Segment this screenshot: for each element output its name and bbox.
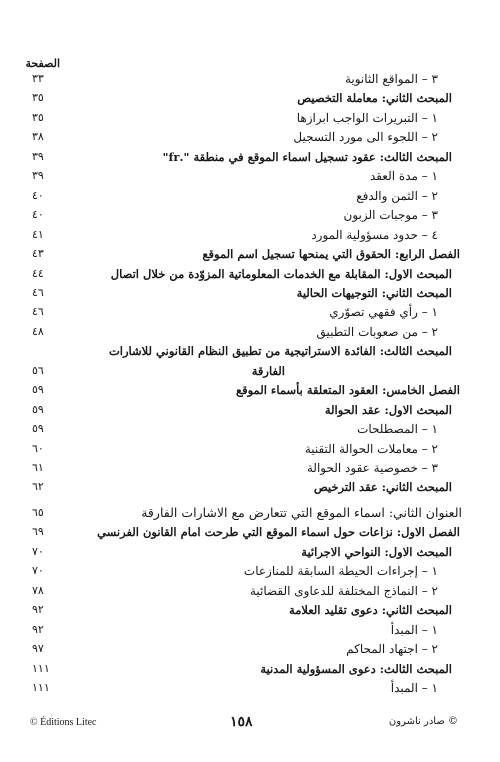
toc-entry (32, 89, 460, 107)
toc-page-number: ٥٩ (32, 383, 44, 397)
toc-entry (32, 543, 460, 561)
toc-entry-title: ٢ – الثمن والدفع (356, 188, 438, 203)
toc-entry-title: المبحث الاول: النواحي الاجرائية (301, 544, 452, 559)
toc-entry-title: ٣ – موجبات الزبون (343, 208, 438, 223)
toc-entry-title: ٢ – معاملات الحوالة التقنية (304, 441, 438, 456)
toc-entry (32, 504, 460, 522)
toc-page-number: ٩٢ (32, 622, 44, 636)
toc-entry-title: المبحث الثالث: دعوى المسؤولية المدنية (260, 661, 452, 676)
toc-entry (32, 167, 460, 185)
toc-page-number: ٣٨ (32, 130, 44, 144)
toc-entry-title: ١ – التبريرات الواجب ابرازها (296, 110, 438, 125)
toc-entry-title: ٣ – خصوصية عقود الحوالة (306, 461, 438, 475)
toc-entry (32, 621, 460, 639)
toc-entry (32, 660, 460, 678)
toc-page-number: ٤١ (32, 227, 44, 241)
toc-entry-title: الفصل الرابع: الحقوق التي يمنحها تسجيل اسم الموقع (202, 247, 460, 261)
toc-page-number: ٣٩ (32, 149, 44, 163)
toc-entry (32, 459, 460, 477)
toc-entry-title: المبحث الثاني: عقد الترخيص (313, 480, 452, 495)
toc-entry-title: ١ – مدة العقد (369, 169, 438, 184)
toc-entry (32, 640, 460, 658)
toc-entry (32, 109, 460, 127)
toc-entry (32, 420, 460, 438)
page-number: ١٥٨ (230, 714, 253, 730)
toc-entry-title: المبحث الثالث: عقود تسجيل اسماء الموقع في منطقة ".fr" (162, 149, 452, 164)
toc-entry (32, 582, 460, 600)
toc-entry (32, 206, 460, 224)
toc-entry (32, 70, 460, 88)
toc-entry-title: الفارقة (251, 363, 285, 378)
toc-entry (32, 284, 460, 302)
toc-entry (32, 440, 460, 458)
toc-entry (32, 303, 460, 321)
toc-page-number: ٣٥ (32, 91, 44, 105)
toc-entry (32, 226, 460, 244)
toc-entry (32, 679, 460, 697)
toc-page-number: ٤٠ (32, 208, 44, 222)
toc-entry-title: الفصل الاول: نزاعات حول اسماء الموقع التي طرحت امام القانون الفرنسي (97, 525, 460, 540)
toc-page-number: ٦١ (32, 461, 44, 474)
toc-entry (32, 323, 460, 341)
toc-entry-title: ١ – إجراءات الحيطة السابقة للمنازعات (243, 564, 438, 579)
toc-entry (32, 601, 460, 619)
toc-entry (32, 381, 460, 399)
toc-page-number: ٧٨ (32, 583, 44, 597)
toc-entry-title: العنوان الثاني: اسماء الموقع التي تتعارض مع الاشارات الفارقة (141, 504, 462, 520)
toc-entry (32, 562, 460, 580)
toc-entry-title: المبحث الثالث: الفائدة الاستراتيجية من تطبيق النظام القانوني للاشارات (108, 344, 452, 359)
toc-entry-title: ٤ – حدود مسؤولية المورد (311, 227, 438, 242)
toc-page-number: ٦٠ (32, 441, 44, 455)
toc-entry-title: الفصل الخامس: العقود المتعلقة بأسماء الموقع (236, 383, 460, 398)
toc-entry (32, 148, 460, 166)
toc-entry-title: المبحث الثاني: دعوى تقليد العلامة (289, 603, 452, 618)
toc-page-number: ٣٥ (32, 110, 44, 124)
toc-page-number: ١١١ (32, 661, 50, 675)
footer-publisher-right: © صادر ناشرون (388, 716, 458, 727)
toc-page-number: ٧٠ (32, 564, 44, 578)
toc-page-number: ٣٩ (32, 169, 44, 183)
toc-entry-title: ١ – رأي فقهي تصوّري (329, 305, 438, 320)
toc-entry (32, 187, 460, 205)
toc-page-number: ١١١ (32, 681, 50, 694)
toc-entry-title: ٢ – من صعوبات التطبيق (316, 324, 438, 339)
toc-page-number: ٦٩ (32, 525, 44, 539)
toc-entry-title: ١ – المبدأ (390, 681, 438, 695)
toc-page-number: ٥٩ (32, 422, 44, 436)
toc-page-number: ٤٨ (32, 324, 44, 338)
toc-entry-title: ١ – المصطلحات (357, 422, 438, 437)
toc-page-number: ٥٦ (32, 363, 44, 377)
toc-page-number: ٧٠ (32, 544, 44, 558)
toc-entry-title: المبحث الاول: المقابلة مع الخدمات المعلوماتية المزوّدة من خلال اتصال (110, 266, 452, 281)
toc-entry-title: ٢ – اللجوء الى مورد التسجيل (293, 130, 438, 145)
toc-entry-title: ١ – المبدأ (390, 622, 438, 637)
toc-page-number: ٤٣ (32, 247, 44, 260)
page-column-header: الصفحة (25, 57, 60, 70)
toc-page-number: ٦٢ (32, 480, 44, 494)
toc-entry-title: المبحث الثاني: معاملة التخصيص (297, 91, 452, 106)
toc-page-number: ٥٩ (32, 402, 44, 416)
toc-entry (32, 523, 460, 541)
toc-entry (32, 265, 460, 283)
toc-entry-title: المبحث الاول: عقد الحوالة (324, 402, 452, 417)
toc-page-number: ٤٤ (32, 266, 44, 280)
toc-entry (32, 128, 460, 146)
toc-entry (32, 478, 460, 496)
toc-page-number: ٤٦ (32, 285, 44, 299)
toc-page-number: ٩٢ (32, 603, 44, 617)
toc-entry (32, 245, 460, 263)
toc-entry (32, 342, 460, 360)
toc-page-number: ٦٥ (32, 505, 44, 519)
toc-entry (32, 401, 460, 419)
toc-entry-title: ٣ – المواقع الثانوية (344, 72, 438, 86)
toc-entry-title: المبحث الثاني: التوجيهات الحالية (296, 285, 452, 300)
toc-entry-title: ٢ – اجتهاد المحاكم (346, 642, 438, 656)
toc-page-number: ٣٣ (32, 72, 44, 85)
footer-publisher-left: © Éditions Litec (30, 717, 97, 728)
toc-entry (32, 362, 460, 380)
toc-page-number: ٩٧ (32, 642, 44, 655)
toc-page-number: ٤٠ (32, 188, 44, 202)
toc-page-number: ٤٦ (32, 305, 44, 319)
toc-entry-title: ٢ – النماذج المختلفة للدعاوى القضائية (249, 583, 438, 598)
